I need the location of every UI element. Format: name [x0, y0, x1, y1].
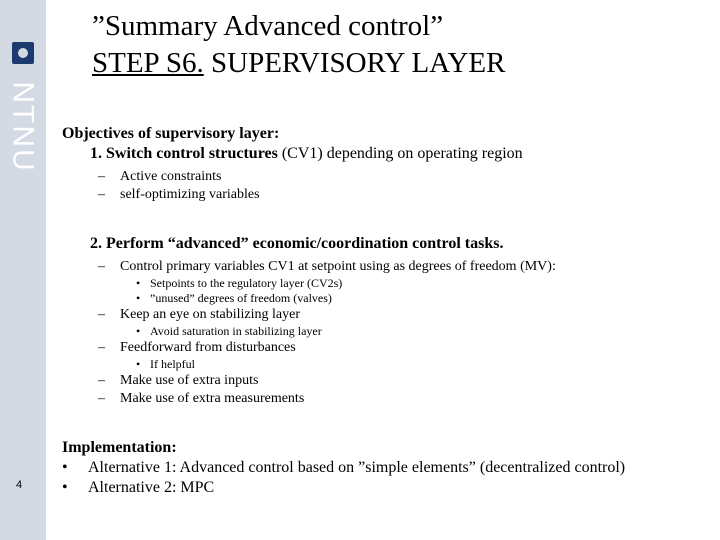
objective-2-sub-4: Make use of extra inputs — [120, 373, 259, 388]
slide-content — [62, 124, 702, 498]
objective-2-sub-1: Control primary variables CV1 at setpoint using as degrees of freedom (MV): — [120, 259, 556, 274]
objective-2-sub-1-bullet-1: Setpoints to the regulatory layer (CV2s) — [150, 276, 343, 290]
title-line-2 — [92, 45, 692, 82]
objective-2-sub-3: Feedforward from disturbances — [120, 340, 296, 355]
objective-2-sub-1-bullet-2: ”unused” degrees of freedom (valves) — [150, 291, 332, 305]
implementation-item-2: Alternative 2: MPC — [88, 479, 215, 496]
ntnu-logo-text: NTNU — [7, 81, 41, 173]
sidebar — [0, 0, 46, 540]
list-item: – Make use of extra inputs — [98, 373, 259, 388]
title-line-1: ”Summary Advanced control” — [92, 10, 444, 42]
objective-2-sub-2: Keep an eye on stabilizing layer — [120, 307, 300, 322]
ntnu-logo-mark-icon — [12, 42, 34, 64]
list-item: – Control primary variables CV1 at setpoint using as degrees of freedom (MV): — [98, 259, 556, 274]
objectives-heading: Objectives of supervisory layer: — [62, 125, 280, 142]
list-item: • If helpful — [136, 357, 195, 371]
objective-2-sub-5: Make use of extra measurements — [120, 391, 305, 406]
list-item: – Active constraints — [98, 169, 222, 184]
objective-2-sub-2-bullet-1: Avoid saturation in stabilizing layer — [150, 324, 322, 338]
objective-1-bold: 1. Switch control structures — [90, 145, 278, 162]
title-step-prefix: STEP S6. — [92, 47, 204, 79]
objective-2-sub-3-bullet-1: If helpful — [150, 357, 195, 371]
list-item: – self-optimizing variables — [98, 187, 260, 202]
objective-2-bold: 2. Perform “advanced” economic/coordination control tasks. — [90, 235, 504, 252]
list-item: – Keep an eye on stabilizing layer — [98, 307, 300, 322]
page-number: 4 — [16, 479, 23, 491]
list-item: – Make use of extra measurements — [98, 391, 305, 406]
list-item: – Feedforward from disturbances — [98, 340, 296, 355]
list-item: • Avoid saturation in stabilizing layer — [136, 324, 322, 338]
ntnu-logo — [7, 72, 41, 182]
objective-1-sub-1: Active constraints — [120, 169, 222, 184]
list-item: • Alternative 1: Advanced control based on ”simple elements” (decentralized control) — [62, 459, 626, 476]
list-item: • Setpoints to the regulatory layer (CV2s) — [136, 276, 343, 290]
implementation-item-1: Alternative 1: Advanced control based on ”simple elements” (decentralized control) — [88, 459, 626, 476]
objective-1-rest: (CV1) depending on operating region — [277, 145, 523, 162]
objective-1-sub-2: self-optimizing variables — [120, 187, 260, 202]
list-item: • Alternative 2: MPC — [62, 479, 215, 496]
title-step-rest: SUPERVISORY LAYER — [203, 47, 506, 79]
implementation-heading: Implementation: — [62, 439, 177, 456]
objective-item-2 — [90, 234, 702, 254]
slide-title — [92, 8, 692, 82]
objective-item-1 — [90, 144, 702, 164]
list-item: • ”unused” degrees of freedom (valves) — [136, 291, 332, 305]
